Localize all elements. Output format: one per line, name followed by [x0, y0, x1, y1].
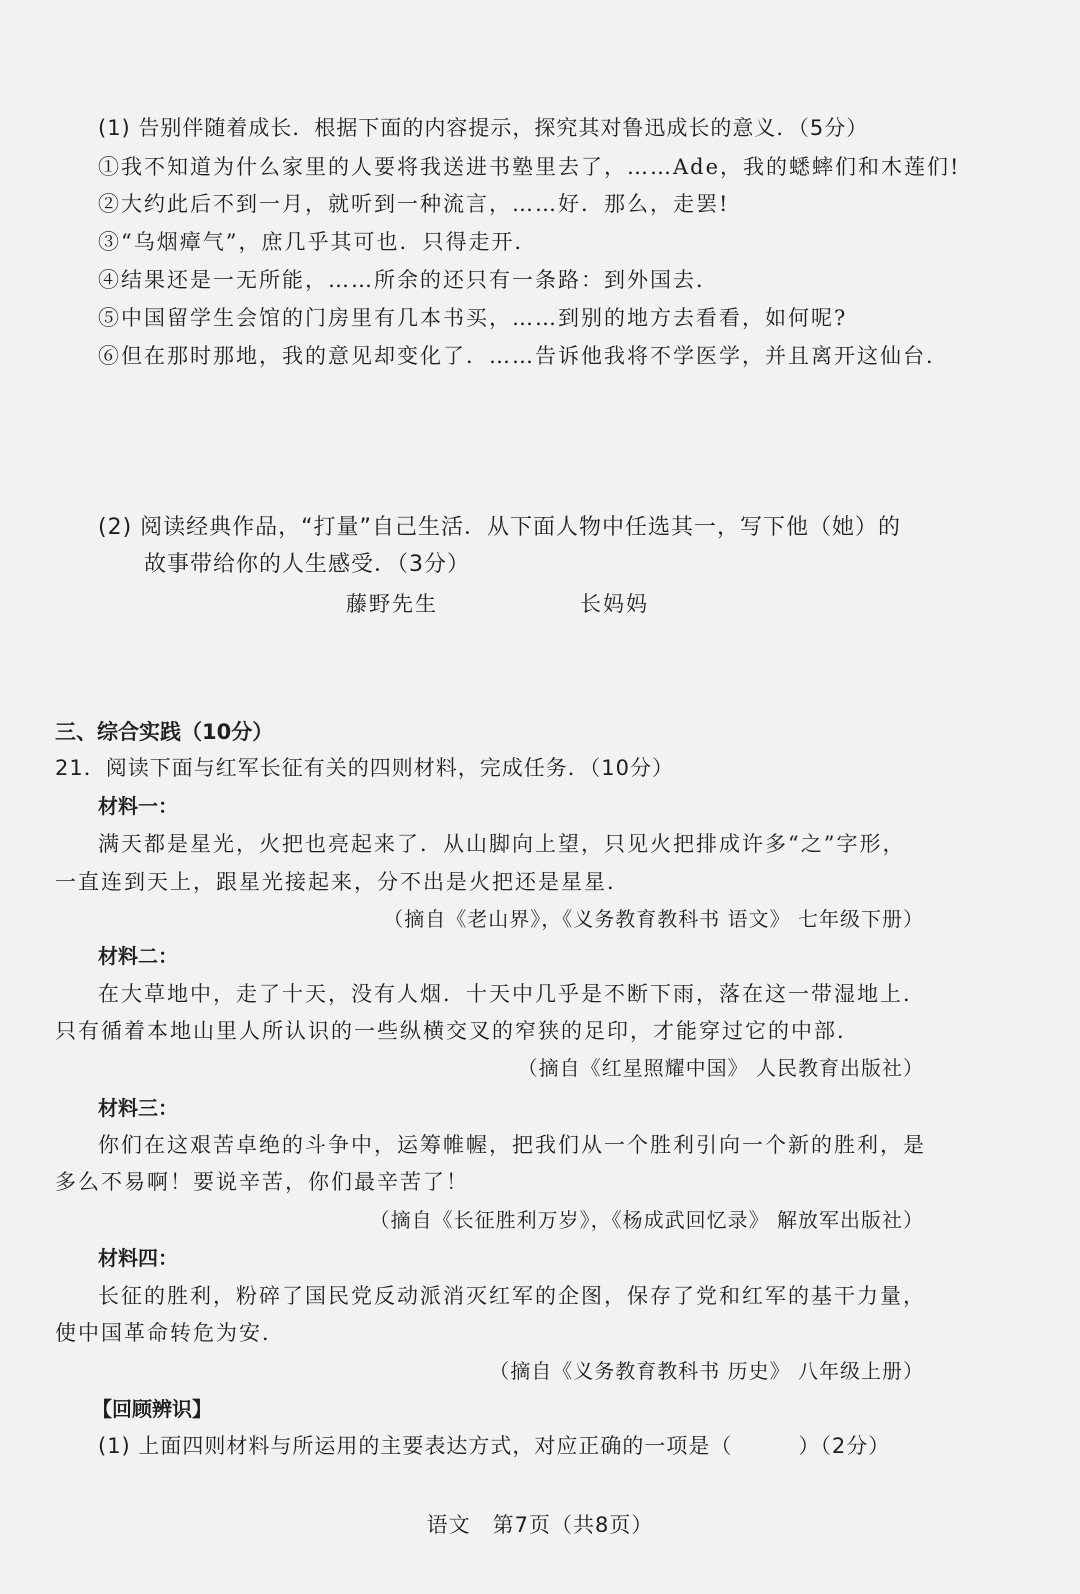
material-3-line-2: 多么不易啊！要说辛苦，你们最辛苦了！ — [55, 1170, 469, 1194]
review-q1: (1) 上面四则材料与所运用的主要表达方式，对应正确的一项是（ ）（2分） — [98, 1434, 891, 1458]
material-1-source: （摘自《老山界》，《义务教育教科书 语文》 七年级下册） — [383, 907, 924, 931]
material-4-label: 材料四： — [98, 1246, 178, 1270]
q21-prompt: 21．阅读下面与红军长征有关的四则材料，完成任务．（10分） — [55, 756, 674, 780]
q1-item-6: ⑥但在那时那地，我的意见却变化了．……告诉他我将不学医学，并且离开这仙台． — [98, 344, 949, 368]
q1-item-3: ③“乌烟瘴气”，庶几乎其可也．只得走开． — [98, 230, 538, 254]
material-2-line-1: 在大草地中，走了十天，没有人烟．十天中几乎是不断下雨，落在这一带湿地上． — [98, 982, 926, 1006]
material-1-label: 材料一： — [98, 794, 178, 818]
material-4-source: （摘自《义务教育教科书 历史》 八年级上册） — [489, 1359, 924, 1383]
q1-item-1: ①我不知道为什么家里的人要将我送进书塾里去了，……Ade，我的蟋蟀们和木莲们! — [98, 155, 961, 179]
q1-prompt: (1) 告别伴随着成长．根据下面的内容提示，探究其对鲁迅成长的意义．（5分） — [98, 116, 869, 140]
material-2-label: 材料二： — [98, 944, 178, 968]
material-3-label: 材料三： — [98, 1096, 178, 1120]
page-footer: 语文 第7页（共8页） — [426, 1513, 654, 1537]
q2-option-changmama: 长妈妈 — [580, 592, 649, 616]
material-1-line-1: 满天都是星光，火把也亮起来了．从山脚向上望，只见火把排成许多“之”字形， — [98, 832, 906, 856]
q2-prompt-line2: 故事带给你的人生感受．（3分） — [144, 552, 470, 577]
material-4-line-2: 使中国革命转危为安． — [55, 1321, 285, 1345]
material-2-source: （摘自《红星照耀中国》 人民教育出版社） — [517, 1056, 924, 1080]
review-heading: 【回顾辨识】 — [92, 1397, 212, 1421]
q1-item-5: ⑤中国留学生会馆的门房里有几本书买，……到别的地方去看看，如何呢? — [98, 306, 848, 330]
q2-prompt-line1: (2) 阅读经典作品，“打量”自己生活．从下面人物中任选其一，写下他（她）的 — [98, 515, 901, 540]
material-3-source: （摘自《长征胜利万岁》，《杨成武回忆录》 解放军出版社） — [369, 1208, 924, 1232]
material-1-line-2: 一直连到天上，跟星光接起来，分不出是火把还是星星． — [55, 870, 630, 894]
material-2-line-2: 只有循着本地山里人所认识的一些纵横交叉的窄狭的足印，才能穿过它的中部． — [55, 1019, 860, 1043]
q1-item-4: ④结果还是一无所能，……所余的还只有一条路：到外国去． — [98, 268, 719, 292]
section3-heading: 三、综合实践（10分） — [55, 720, 274, 744]
material-4-line-1: 长征的胜利，粉碎了国民党反动派消灭红军的企图，保存了党和红军的基干力量， — [98, 1284, 926, 1308]
q2-option-fujino: 藤野先生 — [346, 592, 438, 616]
q1-item-2: ②大约此后不到一月，就听到一种流言，……好．那么，走罢! — [98, 192, 730, 216]
material-3-line-1: 你们在这艰苦卓绝的斗争中，运筹帷幄，把我们从一个胜利引向一个新的胜利，是 — [98, 1133, 926, 1157]
